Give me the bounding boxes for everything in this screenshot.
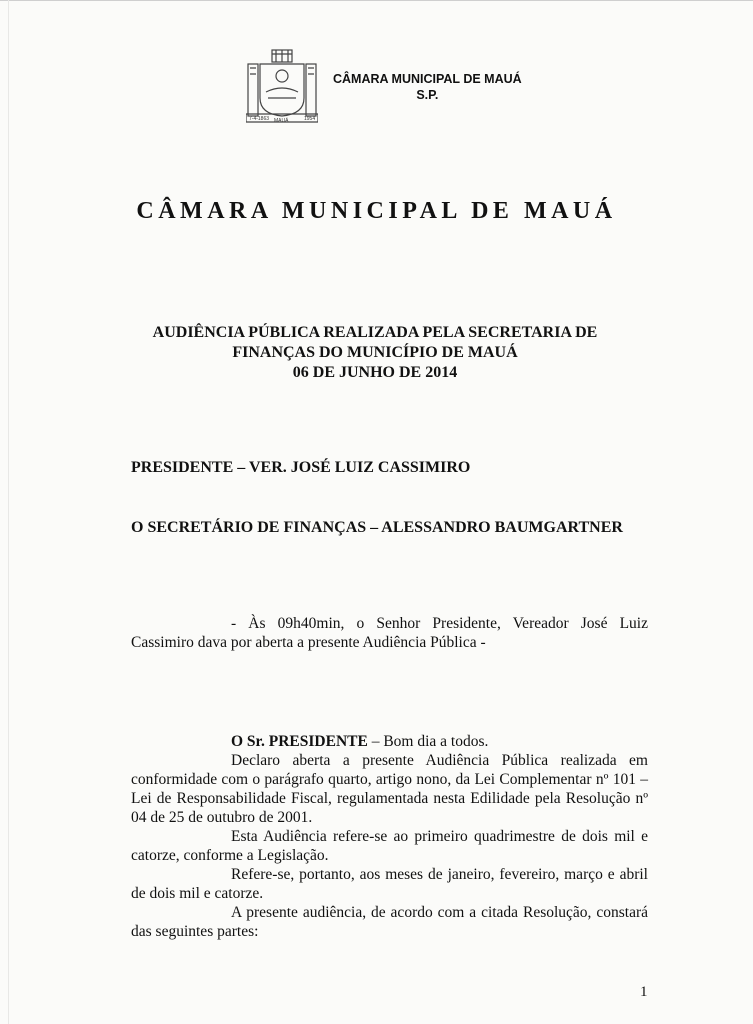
crest-text-center: MAUÁ — [274, 118, 289, 124]
crest-text-left: 7-4-1863 — [249, 116, 270, 122]
speaker-line — [131, 732, 648, 751]
speaker-greeting: – Bom dia a todos. — [367, 733, 489, 750]
scan-edge-line — [0, 0, 753, 11]
opening-paragraph: - Às 09h40min, o Senhor Presidente, Vereador José Luiz Cassimiro dava por aberta a presente Audiência Pública - — [131, 615, 648, 651]
institution-name: CÂMARA MUNICIPAL DE MAUÁ — [333, 72, 522, 86]
municipal-crest-icon — [246, 48, 318, 124]
hearing-date: 06 DE JUNHO DE 2014 — [292, 364, 458, 381]
speech-paragraph: A presente audiência, de acordo com a citada Resolução, constará das seguintes partes: — [131, 904, 648, 940]
page-number: 1 — [640, 984, 648, 1000]
president-line: PRESIDENTE – VER. JOSÉ LUIZ CASSIMIRO — [131, 459, 471, 476]
document-title: CÂMARA MUNICIPAL DE MAUÁ — [136, 198, 617, 224]
speech-block — [131, 732, 648, 941]
crest-text-right: 1954 — [304, 116, 316, 122]
institution-header — [333, 71, 522, 103]
speech-paragraph: Esta Audiência refere-se ao primeiro quadrimestre de dois mil e catorze, conforme a Legislação. — [131, 828, 648, 864]
institution-state: S.P. — [416, 88, 439, 102]
secretary-line: O SECRETÁRIO DE FINANÇAS – ALESSANDRO BAUMGARTNER — [131, 519, 623, 536]
hearing-line-2: FINANÇAS DO MUNICÍPIO DE MAUÁ — [232, 344, 518, 361]
speech-paragraph: Declaro aberta a presente Audiência Pública realizada em conformidade com o parágrafo quarto, artigo nono, da Lei Complementar nº 101 – Lei de Responsabilidade Fiscal, regulamentada nesta Edilidade pela Resolução nº 04 de 25 de outubro de 2001. — [131, 752, 648, 826]
hearing-heading — [120, 323, 630, 383]
hearing-line-1: AUDIÊNCIA PÚBLICA REALIZADA PELA SECRETARIA DE — [152, 324, 598, 341]
speech-paragraph: Refere-se, portanto, aos meses de janeiro, fevereiro, março e abril de dois mil e catorze. — [131, 866, 648, 902]
scan-left-edge — [8, 0, 9, 1024]
speaker-name: O Sr. PRESIDENTE — [231, 733, 368, 750]
